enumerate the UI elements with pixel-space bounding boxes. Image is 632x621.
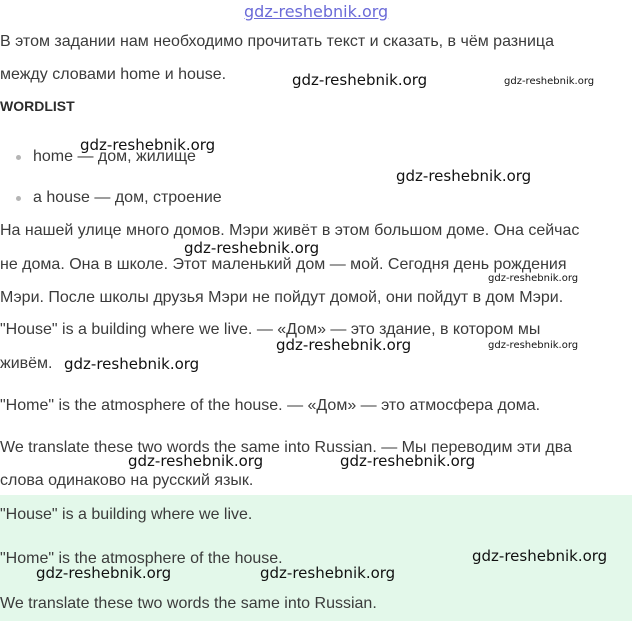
watermark: gdz-reshebnik.org (488, 273, 579, 284)
watermark: gdz-reshebnik.org (292, 71, 428, 89)
wordlist-heading: WORDLIST (0, 98, 75, 114)
answer-line: We translate these two words the same into Russian. (0, 595, 377, 612)
wordlist-item: home — дом, жилище (33, 148, 196, 165)
watermark: gdz-reshebnik.org (504, 76, 595, 87)
watermark: gdz-reshebnik.org (184, 239, 320, 257)
watermark: gdz-reshebnik.org (128, 452, 264, 470)
watermark: gdz-reshebnik.org (276, 336, 412, 354)
translation-line: не дома. Она в школе. Этот маленький дом — мой. Сегодня день рождения (0, 256, 567, 273)
watermark: gdz-reshebnik.org (472, 547, 608, 565)
intro-line-2: между словами home и house. (0, 66, 227, 83)
answer-line: "Home" is the atmosphere of the house. (0, 550, 283, 567)
wordlist-item: a house — дом, строение (33, 189, 222, 206)
watermark: gdz-reshebnik.org (396, 167, 532, 185)
translation-line: "Home" is the atmosphere of the house. — «Дом» — это атмосфера дома. (0, 397, 541, 414)
translation-line: We translate these two words the same into Russian. — Мы переводим эти два (0, 439, 572, 456)
intro-line-1: В этом задании нам необходимо прочитать текст и сказать, в чём разница (0, 33, 554, 50)
translation-line: Мэри. После школы друзья Мэри не пойдут домой, они пойдут в дом Мэри. (0, 289, 564, 306)
watermark: gdz-reshebnik.org (36, 564, 172, 582)
translation-line: "House" is a building where we live. — «Дом» — это здание, в котором мы (0, 321, 541, 338)
watermark-top: gdz-reshebnik.org (244, 2, 389, 21)
watermark: gdz-reshebnik.org (340, 452, 476, 470)
translation-line: слова одинаково на русский язык. (0, 472, 254, 489)
watermark: gdz-reshebnik.org (488, 340, 579, 351)
watermark: gdz-reshebnik.org (260, 564, 396, 582)
translation-line: живём. (0, 355, 53, 372)
bullet-dot-icon (16, 155, 21, 160)
watermark: gdz-reshebnik.org (64, 355, 200, 373)
translation-line: На нашей улице много домов. Мэри живёт в этом большом доме. Она сейчас (0, 222, 580, 239)
answer-line: "House" is a building where we live. (0, 506, 253, 523)
bullet-dot-icon (16, 196, 21, 201)
watermark: gdz-reshebnik.org (80, 136, 216, 154)
